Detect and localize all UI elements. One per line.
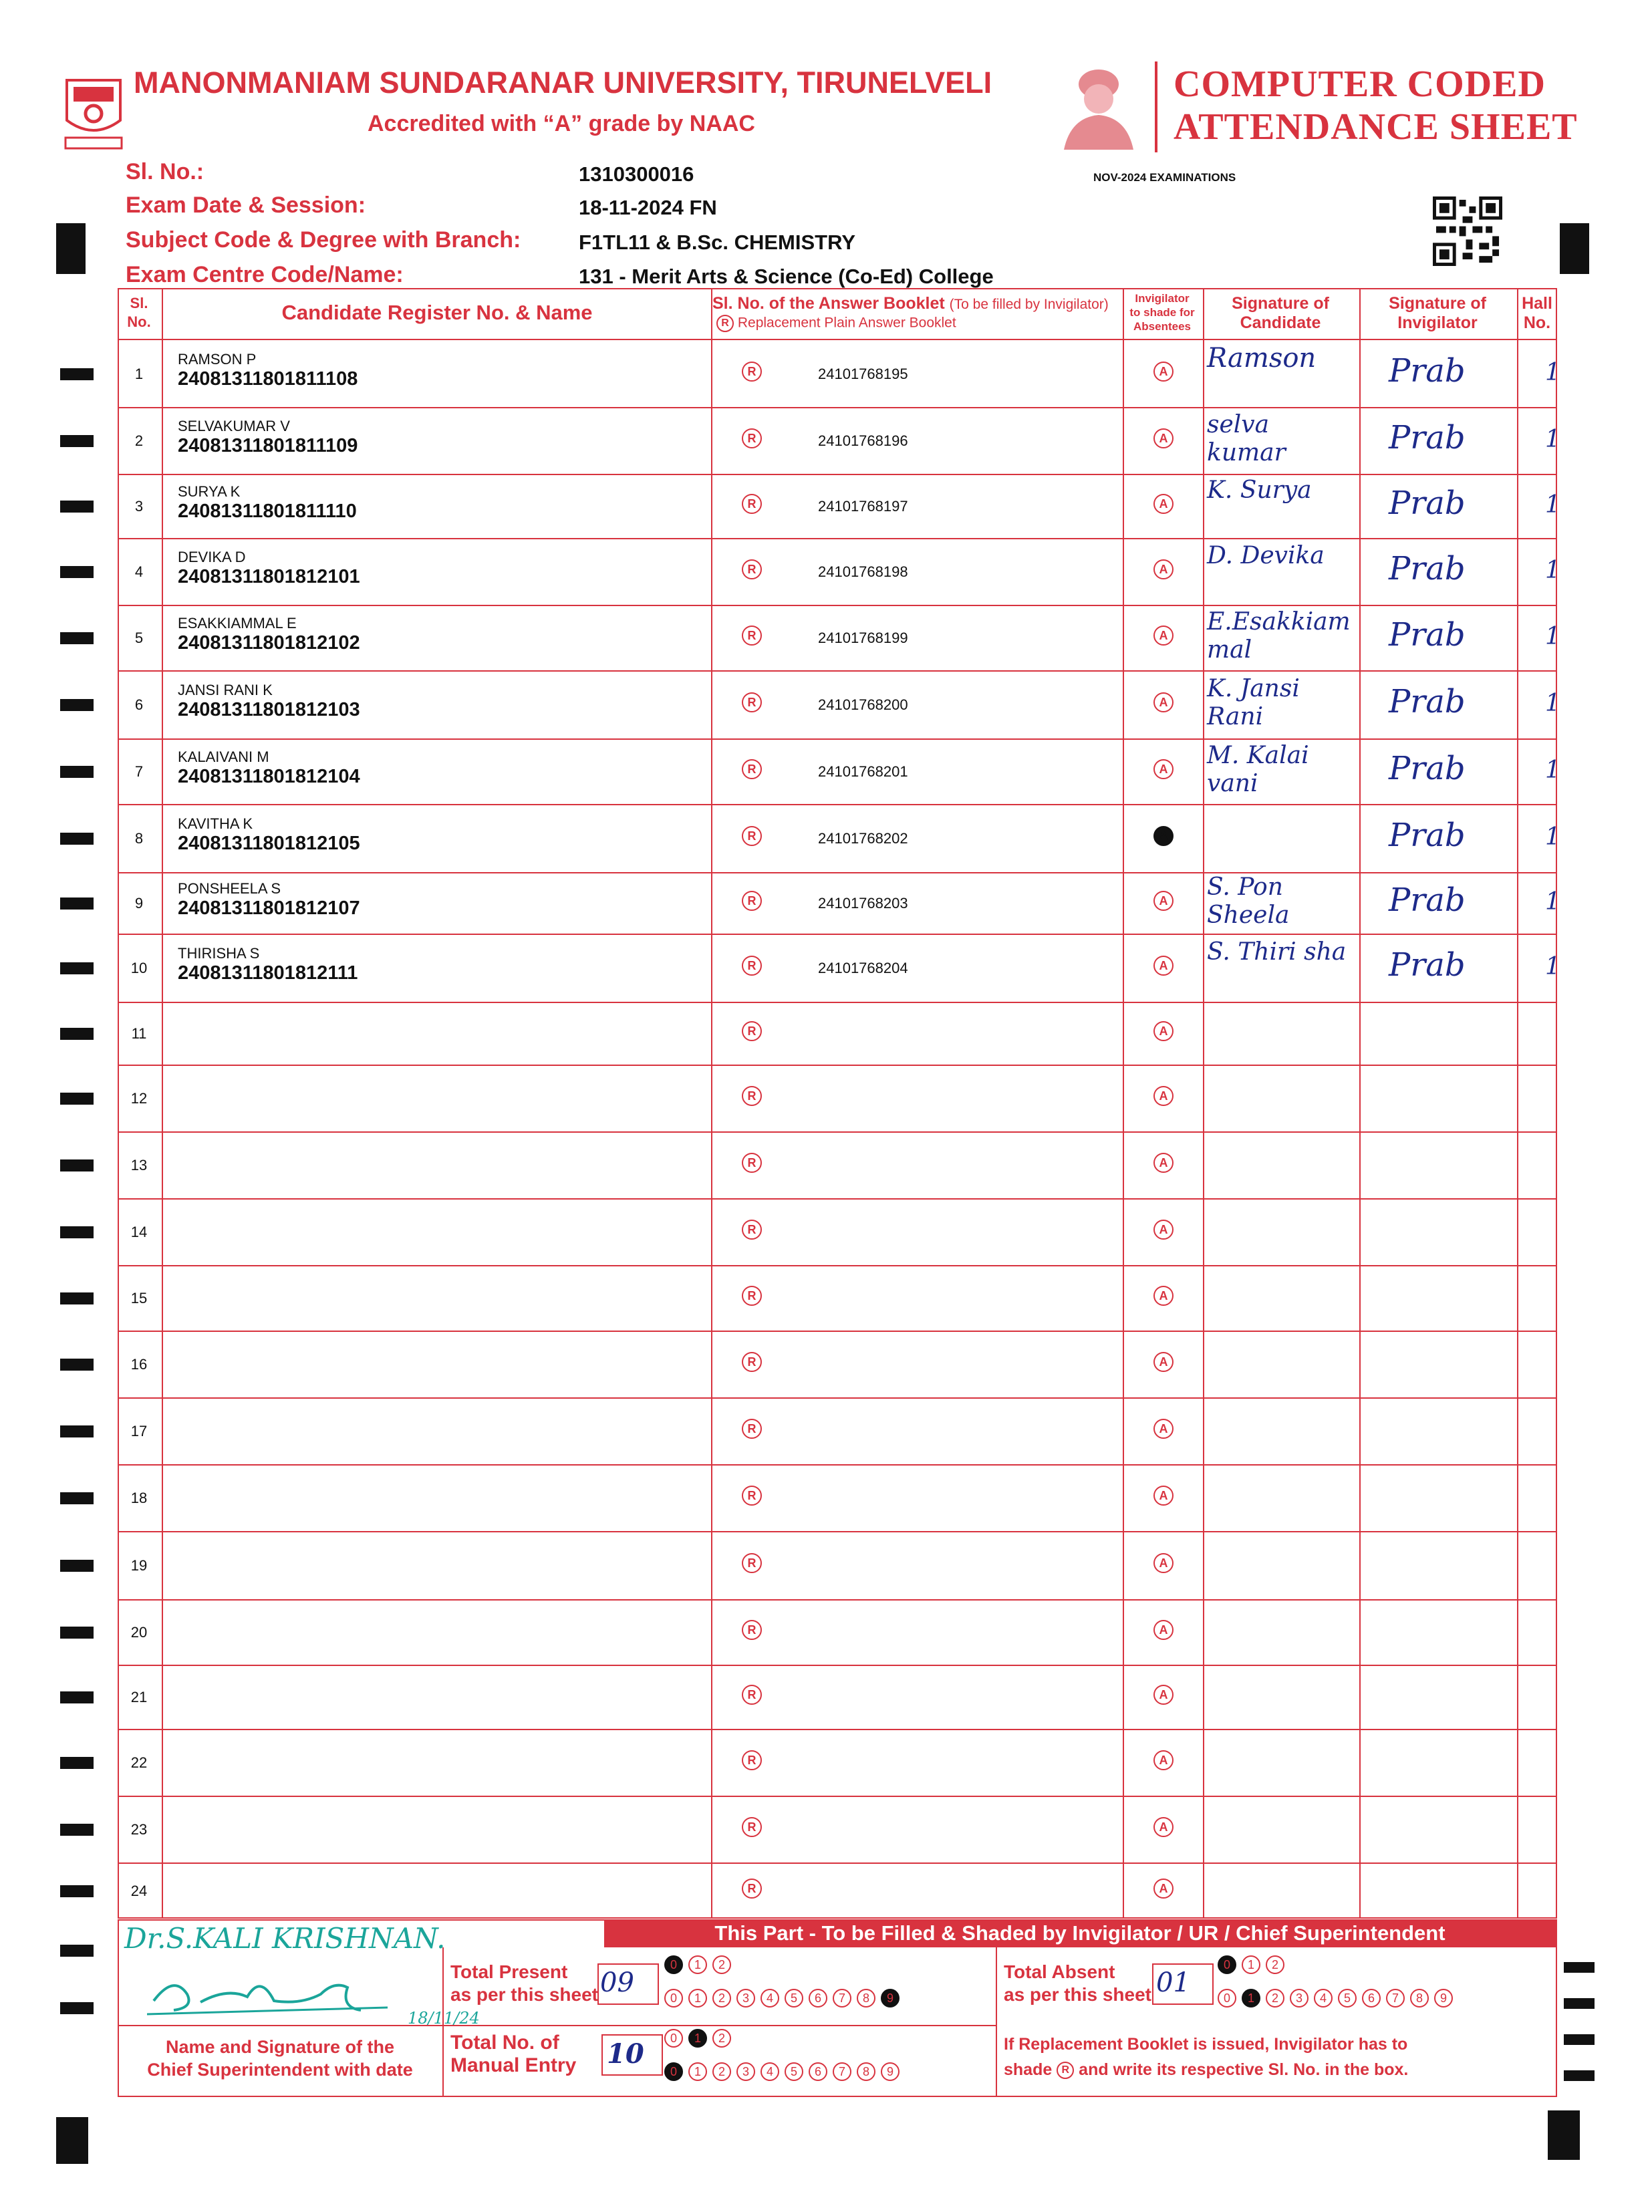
header-candidate: Candidate Register No. & Name: [281, 301, 593, 324]
digit-bubble[interactable]: 8: [857, 2062, 875, 2081]
replacement-bubble[interactable]: R: [742, 1286, 762, 1306]
replacement-bubble[interactable]: R: [742, 1879, 762, 1899]
digit-bubble[interactable]: 2: [1266, 1955, 1284, 1974]
row-number: 22: [130, 1754, 148, 1771]
digit-bubble[interactable]: 2: [712, 1955, 731, 1974]
total-present-value: 09: [600, 1967, 634, 1998]
timing-mark: [60, 501, 94, 513]
candidate-signature: D. Devika: [1207, 542, 1325, 569]
subject-label: Subject Code & Degree with Branch:: [126, 227, 521, 253]
sl-no-value: 1310300016: [579, 162, 694, 186]
row-number: 1: [134, 366, 144, 382]
replacement-bubble[interactable]: R: [742, 626, 762, 646]
absent-bubble[interactable]: A: [1153, 559, 1174, 579]
university-logo: [60, 74, 127, 152]
row-number: 21: [130, 1689, 148, 1705]
total-absent-value: 01: [1156, 1967, 1190, 1998]
manual-units-bubbles: [664, 2062, 905, 2081]
hall-number: 1: [1545, 690, 1560, 717]
invigilator-signature: Prab: [1389, 352, 1466, 390]
founder-portrait: [1057, 61, 1140, 150]
digit-bubble[interactable]: 0: [1218, 1989, 1236, 2008]
absent-bubble[interactable]: A: [1153, 1486, 1174, 1506]
timing-mark: [60, 962, 94, 974]
row-divider: [118, 1464, 1557, 1466]
invigilator-signature: Prab: [1389, 419, 1466, 456]
register-number: 24081311801812105: [178, 833, 360, 854]
row-divider: [118, 804, 1557, 805]
candidate-signature: Ramson: [1207, 343, 1317, 374]
digit-bubble[interactable]: 7: [833, 1989, 851, 2008]
timing-mark: [60, 1093, 94, 1105]
register-number: 24081311801812111: [178, 962, 358, 984]
timing-mark: [60, 1226, 94, 1238]
candidate-signature: E.Esakkiam mal: [1207, 608, 1351, 664]
absent-bubble[interactable]: A: [1153, 1620, 1174, 1640]
digit-bubble[interactable]: 2: [712, 2029, 731, 2048]
row-number: 19: [130, 1557, 148, 1574]
timing-mark: [60, 1757, 94, 1769]
row-divider: [118, 1599, 1557, 1601]
replacement-bubble-icon: R: [716, 315, 734, 332]
digit-bubble[interactable]: 9: [881, 2062, 900, 2081]
row-number: 24: [130, 1883, 148, 1899]
timing-mark: [56, 223, 86, 274]
candidate-name: DEVIKA D: [178, 549, 246, 565]
booklet-number: 24101768199: [818, 630, 908, 646]
absent-bubble[interactable]: A: [1153, 362, 1174, 382]
chief-label: Name and Signature of the Chief Superintendent with date: [147, 2037, 413, 2080]
manual-entry-label: Total No. of Manual Entry: [450, 2032, 577, 2076]
invigilator-signature: Prab: [1389, 946, 1466, 984]
replacement-bubble[interactable]: R: [742, 1486, 762, 1506]
sheet-title-line1: COMPUTER CODED: [1174, 63, 1546, 105]
manual-entry-value: 10: [607, 2038, 644, 2070]
digit-bubble[interactable]: 4: [761, 2062, 779, 2081]
invigilator-signature: Prab: [1389, 817, 1466, 854]
candidate-name: PONSHEELA S: [178, 880, 281, 897]
absent-bubble[interactable]: A: [1153, 891, 1174, 911]
row-divider: [118, 1065, 1557, 1066]
digit-bubble[interactable]: 3: [736, 1989, 755, 2008]
replacement-note: If Replacement Booklet is issued, Invigilator has to shade R and write its respective Sl. No. in the box.: [1004, 2035, 1409, 2079]
replacement-bubble[interactable]: R: [742, 826, 762, 846]
digit-bubble[interactable]: 3: [1290, 1989, 1309, 2008]
digit-bubble[interactable]: 5: [785, 1989, 803, 2008]
candidate-signature: M. Kalai vani: [1207, 742, 1309, 797]
row-divider: [118, 538, 1557, 539]
timing-mark: [60, 766, 94, 778]
booklet-number: 24101768197: [818, 498, 908, 515]
digit-bubble[interactable]: 8: [857, 1989, 875, 2008]
absent-bubble[interactable]: A: [1153, 692, 1174, 712]
column-divider: [1359, 288, 1361, 1919]
chief-signature: [147, 1967, 401, 2021]
hall-number: 1: [1545, 359, 1560, 386]
qr-code: [1433, 196, 1502, 266]
absent-bubble[interactable]: A: [1153, 1419, 1174, 1439]
hall-number: 1: [1545, 623, 1560, 650]
candidate-name: THIRISHA S: [178, 945, 260, 962]
absent-bubble[interactable]: A: [1153, 1220, 1174, 1240]
present-units-bubbles: [664, 1989, 905, 2008]
register-number: 24081311801812103: [178, 699, 360, 720]
row-number: 20: [130, 1624, 148, 1641]
exam-tag: NOV-2024 EXAMINATIONS: [1093, 171, 1236, 184]
absent-bubble[interactable]: A: [1153, 1086, 1174, 1106]
footer-divider: [118, 2025, 442, 2026]
row-number: 16: [130, 1356, 148, 1373]
register-number: 24081311801812101: [178, 566, 360, 587]
timing-mark: [60, 1824, 94, 1836]
total-absent-label: Total Absent as per this sheet: [1004, 1961, 1151, 2005]
timing-mark: [60, 1492, 94, 1504]
row-number: 14: [130, 1224, 148, 1240]
attendance-table: [118, 288, 1557, 1919]
row-divider: [118, 1531, 1557, 1532]
absent-bubble[interactable]: A: [1153, 826, 1174, 846]
row-divider: [118, 1131, 1557, 1133]
digit-bubble[interactable]: 9: [881, 1989, 900, 2008]
invigilator-signature: Prab: [1389, 750, 1466, 787]
timing-mark: [60, 833, 94, 845]
row-divider: [118, 1665, 1557, 1666]
absent-bubble[interactable]: A: [1153, 626, 1174, 646]
row-divider: [118, 1397, 1557, 1399]
sl-no-label: Sl. No.:: [126, 159, 204, 184]
hall-number: 1: [1545, 888, 1560, 916]
replacement-bubble[interactable]: R: [742, 1817, 762, 1837]
hall-number: 1: [1545, 823, 1560, 851]
row-number: 7: [134, 763, 144, 780]
register-number: 24081311801812104: [178, 766, 360, 787]
absent-bubble[interactable]: A: [1153, 956, 1174, 976]
timing-mark: [60, 699, 94, 711]
digit-bubble[interactable]: 3: [736, 2062, 755, 2081]
replacement-bubble-icon: R: [1057, 2062, 1074, 2079]
absent-bubble[interactable]: A: [1153, 1021, 1174, 1041]
digit-bubble[interactable]: 1: [1242, 1989, 1260, 2008]
digit-bubble[interactable]: 9: [1434, 1989, 1453, 2008]
timing-mark: [60, 1425, 94, 1437]
register-number: 24081311801811108: [178, 368, 358, 390]
row-divider: [118, 670, 1557, 672]
row-divider: [118, 1002, 1557, 1003]
footer-band: This Part - To be Filled & Shaded by Invigilator / UR / Chief Superintendent: [604, 1919, 1556, 1947]
header-invigilator-shade: Invigilator to shade for Absentees: [1129, 292, 1195, 333]
digit-bubble[interactable]: 2: [712, 2062, 731, 2081]
digit-bubble[interactable]: 0: [1218, 1955, 1236, 1974]
invigilator-signature: Prab: [1389, 485, 1466, 522]
replacement-bubble[interactable]: R: [742, 1419, 762, 1439]
replacement-bubble[interactable]: R: [742, 1352, 762, 1372]
booklet-number: 24101768201: [818, 763, 908, 780]
replacement-bubble[interactable]: R: [742, 891, 762, 911]
timing-mark: [1564, 2070, 1595, 2081]
digit-bubble[interactable]: 4: [1314, 1989, 1333, 2008]
candidate-signature: S. Thiri sha: [1207, 938, 1347, 966]
digit-bubble[interactable]: 1: [688, 2029, 707, 2048]
digit-bubble[interactable]: 7: [833, 2062, 851, 2081]
replacement-bubble[interactable]: R: [742, 1685, 762, 1705]
row-number: 8: [134, 830, 144, 847]
university-name: MANONMANIAM SUNDARANAR UNIVERSITY, TIRUNELVELI: [134, 65, 992, 100]
booklet-number: 24101768196: [818, 432, 908, 449]
row-number: 10: [130, 960, 148, 976]
timing-mark: [60, 368, 94, 380]
footer-divider: [996, 1947, 997, 2097]
timing-mark: [1564, 1998, 1595, 2009]
hall-number: 1: [1545, 491, 1560, 519]
chief-name-handwritten: Dr.S.KALI KRISHNAN.: [124, 1922, 446, 1955]
timing-mark: [60, 1627, 94, 1639]
absent-bubble[interactable]: A: [1153, 1286, 1174, 1306]
header-signature-invigilator: Signature of Invigilator: [1389, 294, 1486, 332]
hall-number: 1: [1545, 756, 1560, 784]
digit-bubble[interactable]: 4: [761, 1989, 779, 2008]
row-divider: [118, 474, 1557, 475]
replacement-bubble[interactable]: R: [742, 692, 762, 712]
column-divider: [162, 288, 163, 1919]
total-present-label: Total Present as per this sheet: [450, 1961, 598, 2005]
absent-tens-bubbles: [1218, 1955, 1290, 1974]
absent-bubble[interactable]: A: [1153, 1153, 1174, 1173]
row-divider: [118, 1862, 1557, 1864]
digit-bubble[interactable]: 5: [785, 2062, 803, 2081]
timing-mark: [60, 1885, 94, 1897]
digit-bubble[interactable]: 1: [688, 2062, 707, 2081]
candidate-signature: selva kumar: [1207, 411, 1286, 466]
booklet-number: 24101768202: [818, 830, 908, 847]
digit-bubble[interactable]: 6: [1362, 1989, 1381, 2008]
row-number: 6: [134, 696, 144, 713]
header-booklet: Sl. No. of the Answer Booklet (To be filled by Invigilator): [712, 294, 1109, 313]
candidate-signature: K. Surya: [1207, 476, 1312, 504]
row-number: 17: [130, 1423, 148, 1439]
header-slno: Sl. No.: [127, 295, 151, 330]
digit-bubble[interactable]: 8: [1410, 1989, 1429, 2008]
digit-bubble[interactable]: 2: [1266, 1989, 1284, 2008]
absent-bubble[interactable]: A: [1153, 1685, 1174, 1705]
register-number: 24081311801812107: [178, 897, 360, 919]
digit-bubble[interactable]: 1: [1242, 1955, 1260, 1974]
row-divider: [118, 1796, 1557, 1797]
candidate-name: KAVITHA K: [178, 815, 253, 832]
booklet-number: 24101768203: [818, 895, 908, 912]
header-hall-no: Hall No.: [1522, 294, 1552, 332]
digit-bubble[interactable]: 0: [664, 2029, 683, 2048]
replacement-bubble[interactable]: R: [742, 1086, 762, 1106]
timing-mark: [1560, 223, 1589, 274]
candidate-signature: K. Jansi Rani: [1207, 675, 1300, 730]
candidate-name: RAMSON P: [178, 351, 257, 368]
register-number: 24081311801811109: [178, 435, 358, 456]
timing-mark: [1548, 2110, 1580, 2160]
timing-mark: [60, 632, 94, 644]
booklet-number: 24101768200: [818, 696, 908, 713]
replacement-bubble[interactable]: R: [742, 956, 762, 976]
row-number: 18: [130, 1490, 148, 1506]
timing-mark: [60, 2002, 94, 2014]
timing-mark: [60, 1691, 94, 1703]
row-number: 23: [130, 1821, 148, 1838]
replacement-bubble[interactable]: R: [742, 759, 762, 779]
manual-tens-bubbles: [664, 2029, 736, 2048]
candidate-name: SELVAKUMAR V: [178, 418, 290, 434]
timing-mark: [56, 2117, 88, 2164]
hall-number: 1: [1545, 426, 1560, 453]
hall-number: 1: [1545, 557, 1560, 584]
absent-bubble[interactable]: A: [1153, 1352, 1174, 1372]
replacement-bubble[interactable]: R: [742, 428, 762, 448]
column-divider: [711, 288, 712, 1919]
timing-mark: [60, 1292, 94, 1304]
row-divider: [118, 1331, 1557, 1332]
replacement-bubble[interactable]: R: [742, 494, 762, 514]
timing-mark: [60, 566, 94, 578]
timing-mark: [60, 435, 94, 447]
digit-bubble[interactable]: 2: [712, 1989, 731, 2008]
digit-bubble[interactable]: 5: [1338, 1989, 1357, 2008]
absent-bubble[interactable]: A: [1153, 494, 1174, 514]
absent-units-bubbles: [1218, 1989, 1458, 2008]
absent-bubble[interactable]: A: [1153, 1879, 1174, 1899]
timing-mark: [1564, 2034, 1595, 2045]
exam-date-label: Exam Date & Session:: [126, 192, 366, 218]
invigilator-signature: Prab: [1389, 683, 1466, 720]
row-number: 9: [134, 895, 144, 912]
digit-bubble[interactable]: 0: [664, 2062, 683, 2081]
row-number: 3: [134, 498, 144, 515]
register-number: 24081311801812102: [178, 632, 360, 654]
booklet-number: 24101768195: [818, 366, 908, 382]
candidate-name: JANSI RANI K: [178, 682, 273, 698]
row-divider: [118, 1198, 1557, 1200]
header-divider: [1155, 61, 1157, 152]
row-number: 4: [134, 563, 144, 580]
header-signature-candidate: Signature of Candidate: [1232, 294, 1329, 332]
digit-bubble[interactable]: 0: [664, 1955, 683, 1974]
accreditation-text: Accredited with “A” grade by NAAC: [368, 111, 755, 136]
row-divider: [118, 1729, 1557, 1730]
candidate-name: KALAIVANI M: [178, 748, 269, 765]
invigilator-signature: Prab: [1389, 550, 1466, 587]
replacement-bubble[interactable]: R: [742, 559, 762, 579]
absent-bubble[interactable]: A: [1153, 1817, 1174, 1837]
digit-bubble[interactable]: 1: [688, 1989, 707, 2008]
column-divider: [1517, 288, 1518, 1919]
sheet-title-line2: ATTENDANCE SHEET: [1174, 106, 1578, 148]
timing-mark: [60, 1560, 94, 1572]
digit-bubble[interactable]: 6: [809, 1989, 827, 2008]
subject-value: F1TL11 & B.Sc. CHEMISTRY: [579, 231, 855, 254]
footer-divider: [442, 2025, 996, 2026]
centre-value: 131 - Merit Arts & Science (Co-Ed) College: [579, 265, 994, 288]
register-number: 24081311801811110: [178, 501, 357, 522]
timing-mark: [60, 1359, 94, 1371]
header-booklet-sub: R Replacement Plain Answer Booklet: [716, 315, 956, 332]
row-divider: [118, 605, 1557, 606]
absent-bubble[interactable]: A: [1153, 759, 1174, 779]
booklet-number: 24101768204: [818, 960, 908, 976]
timing-mark: [60, 1945, 94, 1957]
candidate-name: SURYA K: [178, 483, 241, 500]
row-number: 5: [134, 630, 144, 646]
row-number: 11: [131, 1025, 147, 1042]
replacement-bubble[interactable]: R: [742, 1553, 762, 1573]
row-divider: [118, 407, 1557, 408]
hall-number: 1: [1545, 953, 1560, 980]
replacement-bubble[interactable]: R: [742, 1620, 762, 1640]
sheet-title: [1174, 63, 1578, 148]
row-number: 2: [134, 432, 144, 449]
timing-mark: [60, 1028, 94, 1040]
column-divider: [1203, 288, 1204, 1919]
digit-bubble[interactable]: 7: [1386, 1989, 1405, 2008]
present-tens-bubbles: [664, 1955, 736, 1974]
replacement-bubble[interactable]: R: [742, 1750, 762, 1770]
timing-mark: [1564, 1962, 1595, 1973]
row-number: 13: [130, 1157, 148, 1173]
absent-bubble[interactable]: A: [1153, 428, 1174, 448]
replacement-bubble[interactable]: R: [742, 1021, 762, 1041]
row-divider: [118, 934, 1557, 935]
timing-mark: [60, 1159, 94, 1171]
digit-bubble[interactable]: 1: [688, 1955, 707, 1974]
replacement-bubble[interactable]: R: [742, 1153, 762, 1173]
invigilator-signature: Prab: [1389, 616, 1466, 654]
row-number: 15: [130, 1290, 148, 1306]
centre-label: Exam Centre Code/Name:: [126, 262, 404, 287]
row-divider: [118, 1265, 1557, 1266]
replacement-bubble[interactable]: R: [742, 362, 762, 382]
column-divider: [1123, 288, 1124, 1919]
timing-mark: [60, 897, 94, 910]
candidate-signature: S. Pon Sheela: [1207, 873, 1290, 929]
digit-bubble[interactable]: 0: [664, 1989, 683, 2008]
digit-bubble[interactable]: 6: [809, 2062, 827, 2081]
invigilator-signature: Prab: [1389, 881, 1466, 919]
booklet-number: 24101768198: [818, 563, 908, 580]
candidate-name: ESAKKIAMMAL E: [178, 615, 297, 632]
row-number: 12: [130, 1090, 148, 1107]
absent-bubble[interactable]: A: [1153, 1553, 1174, 1573]
replacement-bubble[interactable]: R: [742, 1220, 762, 1240]
chief-date-handwritten: 18/11/24: [408, 2009, 480, 2028]
exam-date-value: 18-11-2024 FN: [579, 196, 717, 219]
absent-bubble[interactable]: A: [1153, 1750, 1174, 1770]
row-divider: [118, 738, 1557, 740]
